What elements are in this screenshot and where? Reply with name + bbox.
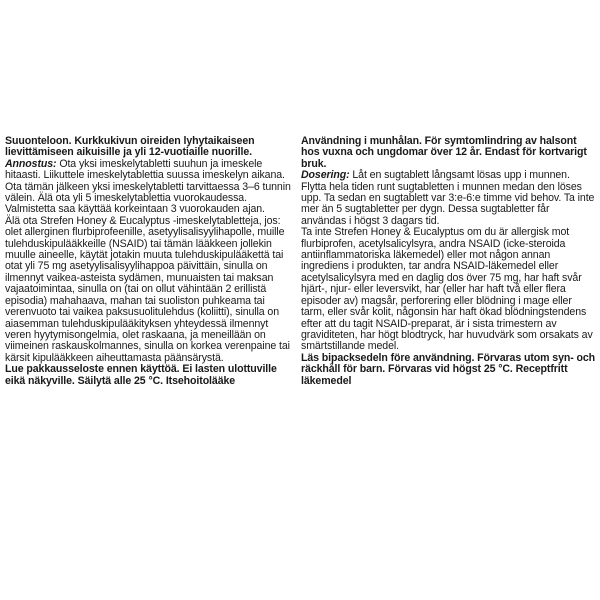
finnish-dosage-label: Annostus: bbox=[5, 157, 57, 170]
finnish-storage-notice: Lue pakkausseloste ennen käyttöä. Ei lasten ulottuville eikä näkyville. Säilytä alle 25 °C. Itsehoitolääke bbox=[5, 363, 277, 387]
finnish-contraindications: Älä ota Strefen Honey & Eucalyptus -imeskelytabletteja, jos: olet allerginen flurbiprofeenille, asetyylisalisyylihapolle, muille tulehduskipulääkkeille (NSAID) tai tämän lääkkeen jollekin muulle aineelle, käytät jotakin muuta tulehduskipulääkettä tai otat yli 75 mg asetyylisalisyylihappoa päivittäin, sinulla on ilmennyt vaikea-asteista sydämen, munuaisten tai maksan vajaatoimintaa, sinulla on (tai on ollut vähintään 2 erillistä episodia) mahahaava, mahan tai suoliston puhkeama tai verenvuoto tai vaikea paksusuolitulehdus (koliitti), sinulla on aiasemman tulehduskipulääkityksen yhteydessä ilmennyt veren hyytymisongelmia, olet raskaana, ja meneillään on viimeinen raskauskolmannes, sinulla on korkea verenpaine tai kärsit kipulääkkeen aiheuttamasta päänsärystä. bbox=[5, 214, 290, 364]
finnish-dosage-paragraph bbox=[5, 159, 293, 216]
finnish-text-column bbox=[5, 136, 293, 387]
swedish-indication: Användning i munhålan. För symtomlindring av halsont hos vuxna och ungdomar över 12 år. Endast för kortvarigt bruk. bbox=[301, 135, 587, 170]
swedish-text-column bbox=[301, 136, 596, 387]
swedish-storage-notice: Läs bipacksedeln före användning. Förvaras utom syn- och räckhåll för barn. Förvaras vid högst 25 °C. Receptfritt läkemedel bbox=[301, 351, 596, 387]
swedish-dosage-label: Dosering: bbox=[301, 169, 350, 182]
finnish-indication: Suuonteloon. Kurkkukivun oireiden lyhytaikaiseen lievittämiseen aikuisille ja yli 12-vuotiaille nuorille. bbox=[5, 135, 255, 159]
swedish-dosage-paragraph bbox=[301, 170, 596, 227]
swedish-contraindications: Ta inte Strefen Honey & Eucalyptus om du är allergisk mot flurbiprofen, acetylsalicylsyra, andra NSAID (icke-steroida antiinflammatoriska läkemedel) eller mot någon annan ingrediens i produkten, tar andra NSAID-läkemedel eller acetylsalicylsyra med en daglig dos över 75 mg, har haft svår hjärt-, njur- eller leversvikt, har (eller har haft två eller flera episoder av) magsår, perforering eller blödning i mage eller tarm, eller svår kolit, någonsin har haft ökad blödningstendens efter att du tagit NSAID-preparat, är i sista trimestern av graviditeten, har högt blodtryck, har huvudvärk som orsakats av smärtstillande medel. bbox=[301, 226, 593, 353]
swedish-dosage-text: Låt en sugtablett långsamt lösas upp i munnen. Flytta hela tiden runt sugtabletten i munnen medan den löses upp. Ta sedan en sugtablett var 3:e-6:e timme vid behov. Ta inte mer än 5 sugtabletter per dygn. Dessa sugtabletter får användas i högst 3 dagars tid. bbox=[301, 169, 595, 227]
finnish-dosage-text: Ota yksi imeskelytabletti suuhun ja imeskele hitaasti. Liikuttele imeskelytablettia suussa imeskelyn aikana. Ota tämän jälkeen yksi imeskelytabletti tarvittaessa 3–6 tunnin välein. Älä ota yli 5 imeskelytablettia vuorokaudessa. Valmistetta saa käyttää korkeintaan 3 vuorokauden ajan. bbox=[5, 157, 291, 216]
